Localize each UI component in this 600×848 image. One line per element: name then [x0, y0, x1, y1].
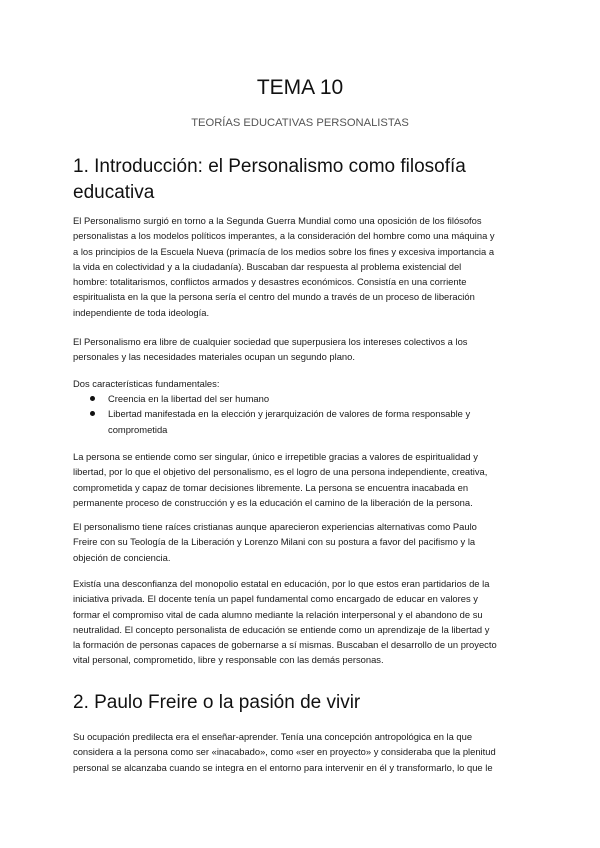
list-item [73, 406, 533, 437]
text-line: neutralidad. El concepto personalista de educación se entiende como un aprendizaje de la libertad y [73, 623, 490, 635]
text-line: Existía una desconfianza del monopolio estatal en educación, por lo que estos eran partidarios de la [73, 578, 490, 589]
list-item [73, 391, 533, 406]
text-line: Su ocupación predilecta era el enseñar-aprender. Tenía una concepción antropológica en la que [73, 731, 473, 742]
text-line: personalistas a los modelos políticos imperantes, a la consideración del hombre como una máquina y [73, 230, 495, 242]
text-line: El Personalismo surgió en torno a la Segunda Guerra Mundial como una oposición de los filósofos [73, 215, 482, 226]
section-1-heading [73, 154, 533, 206]
text-line: comprometida y capaz de tomar decisiones libremente. La persona se encuentra inacabada en [73, 481, 469, 493]
text-line: iniciativa privada. El docente tenía un papel fundamental como encargado de educar en valores y [73, 593, 478, 605]
features-intro [73, 376, 533, 391]
bullet-icon [90, 411, 95, 416]
text-line: vital personal, comprometido, libre y responsable con las demás personas. [73, 654, 384, 666]
text-line: a los principios de la Escuela Nueva (primacía de los medios sobre los fines y excesiva importancia a [73, 245, 495, 257]
document-subtitle: TEORÍAS EDUCATIVAS PERSONALISTAS [191, 117, 409, 129]
text-line: Freire con su Teología de la Liberación y Lorenzo Milani con su postura a favor del pacifismo y la [73, 536, 476, 548]
text-line: El personalismo tiene raíces cristianas aunque aparecieron experiencias alternativas como Paulo [73, 521, 477, 532]
paragraph-roots [73, 519, 533, 565]
text-line: La persona se entiende como ser singular, único e irrepetible gracias a valores de espiritualidad y [73, 451, 478, 462]
paragraph-free-society [73, 334, 533, 365]
heading-line: educativa [73, 182, 155, 203]
text-line: libertad, por lo que el objetivo del personalismo, es el logro de una persona independiente, creativa, [73, 466, 488, 478]
paragraph-person [73, 449, 533, 510]
section-2-heading: 2. Paulo Freire o la pasión de vivir [73, 692, 361, 713]
text-line: El Personalismo era libre de cualquier sociedad que superpusiera los intereses colectivos a los [73, 336, 468, 347]
document-title: TEMA 10 [256, 76, 344, 99]
text-line: comprometida [108, 423, 168, 435]
features-list [73, 391, 533, 437]
text-line: considera a la persona como ser «inacabado», como «ser en proyecto» y consideraba que la plenitud [73, 746, 496, 758]
paragraph-education [73, 576, 533, 668]
heading-line: 1. Introducción: el Personalismo como filosofía [73, 156, 466, 177]
text-line: independiente de toda ideología. [73, 306, 210, 318]
bullet-icon [90, 396, 95, 401]
text-line: personal se alcanzaba cuando se integra en el entorno para intervenir en él y transformarlo, lo que le [73, 761, 493, 773]
text-line: la vida en colectividad y a la ciudadanía). Buscaban dar respuesta al problema existencial del [73, 260, 462, 272]
text-line: hombre: totalitarismos, conflictos armados y desastres económicos. Consistía en una corriente [73, 276, 467, 288]
text-line: Dos características fundamentales: [73, 378, 220, 389]
paragraph-freire [73, 729, 533, 775]
text-line: la formación de personas capaces de gobernarse a sí mismas. Buscaban el desarrollo de un proyecto [73, 639, 497, 651]
text-line: formar el compromiso vital de cada alumno mediante la relación interpersonal y el abandono de su [73, 608, 483, 620]
text-line: personales y las necesidades materiales ocupan un segundo plano. [73, 351, 355, 363]
text-line: espiritualista en la que la persona sería el centro del mundo a través de un proceso de liberación [73, 291, 475, 303]
text-line: permanente proceso de construcción y es la educación el camino de la liberación de la persona. [73, 496, 473, 508]
paragraph-intro [73, 213, 533, 320]
text-line: objeción de conciencia. [73, 551, 171, 563]
text-line: Libertad manifestada en la elección y jerarquización de valores de forma responsable y [108, 408, 471, 420]
text-line: Creencia en la libertad del ser humano [108, 393, 270, 404]
